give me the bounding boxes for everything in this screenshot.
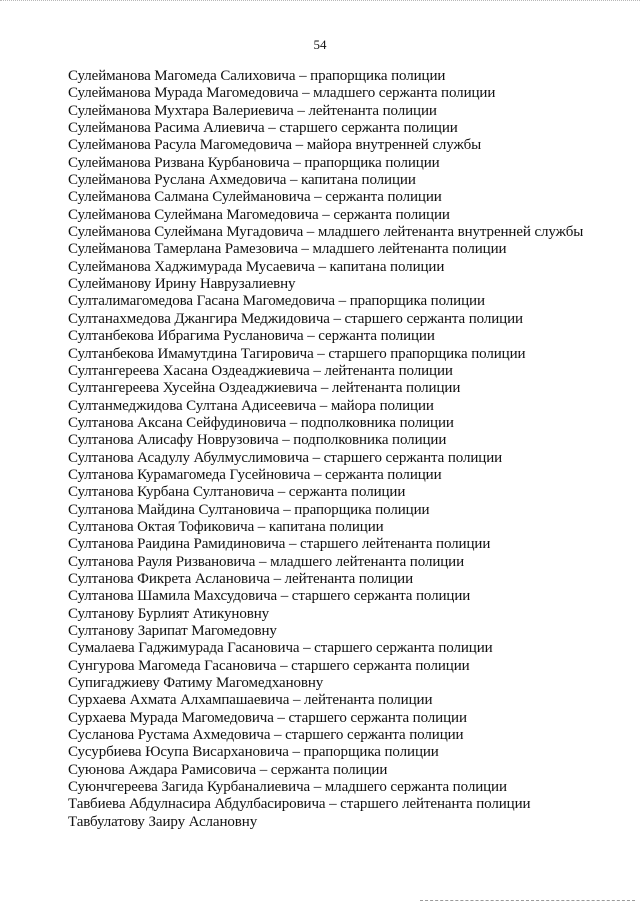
list-item: Суюнова Аждара Рамисовича – сержанта полиции <box>68 761 388 778</box>
list-item: Сурхаева Ахмата Алхампашаевича – лейтенанта полиции <box>68 692 433 709</box>
list-item: Султанову Зарипат Магомедовну <box>68 623 277 639</box>
list-item: Сулейманова Расула Магомедовича – майора внутренней службы <box>68 137 482 154</box>
list-item: Сумалаева Гаджимурада Гасановича – старшего сержанта полиции <box>68 640 493 657</box>
list-item: Султанова Майдина Султановича – прапорщика полиции <box>68 501 430 518</box>
list-item: Султанахмедова Джангира Меджидовича – старшего сержанта полиции <box>68 310 523 327</box>
list-item: Сулейманова Магомеда Салиховича – прапорщика полиции <box>68 68 446 84</box>
list-item: Султангереева Хусейна Оздеаджиевича – лейтенанта полиции <box>68 380 461 397</box>
page-number: 54 <box>313 37 327 52</box>
list-item: Султанбекова Ибрагима Руслановича – сержанта полиции <box>68 328 435 345</box>
list-item: Султанбекова Имамутдина Тагировича – старшего прапорщика полиции <box>68 345 526 362</box>
page-bottom-edge <box>420 900 635 903</box>
list-item: Сурхаева Мурада Магомедовича – старшего сержанта полиции <box>68 709 467 726</box>
list-item: Султанова Рауля Ризвановича – младшего лейтенанта полиции <box>68 553 465 570</box>
list-item: Сулейманова Тамерлана Рамезовича – младшего лейтенанта полиции <box>68 241 507 258</box>
list-item: Тавбиева Абдулнасира Абдулбасировича – старшего лейтенанта полиции <box>68 796 531 813</box>
list-item: Султангереева Хасана Оздеаджиевича – лейтенанта полиции <box>68 362 453 379</box>
list-item: Султанмеджидова Султана Адисеевича – майора полиции <box>68 397 434 414</box>
list-item: Султанова Октая Тофиковича – капитана полиции <box>68 518 384 535</box>
list-item: Султанова Курамагомеда Гусейновича – сержанта полиции <box>68 466 442 483</box>
entry-list <box>68 68 638 831</box>
list-item: Сулейманова Мурада Магомедовича – младшего сержанта полиции <box>68 85 496 102</box>
list-item: Сулейманова Руслана Ахмедовича – капитана полиции <box>68 172 416 189</box>
list-item: Султанова Алисафу Новрузовича – подполковника полиции <box>68 432 447 449</box>
list-item: Сулейманова Сулеймана Мугадовича – младшего лейтенанта внутренней службы <box>68 224 584 241</box>
list-item: Султанова Раидина Рамидиновича – старшего лейтенанта полиции <box>68 536 491 553</box>
list-item: Сусурбиева Юсупа Висархановича – прапорщика полиции <box>68 744 439 761</box>
list-item: Султанову Бурлият Атикуновну <box>68 605 270 622</box>
list-item: Султанова Фикрета Аслановича – лейтенанта полиции <box>68 570 414 587</box>
list-item: Сулейманова Сулеймана Магомедовича – сержанта полиции <box>68 206 450 223</box>
list-item: Султанова Асадулу Абулмуслимовича – старшего сержанта полиции <box>68 449 503 466</box>
list-item: Султанова Аксана Сейфудиновича – подполковника полиции <box>68 414 454 431</box>
page-top-edge <box>0 0 640 4</box>
list-item: Сулейманова Ризвана Курбановича – прапорщика полиции <box>68 154 440 171</box>
list-item: Сулейманова Мухтара Валериевича – лейтенанта полиции <box>68 102 437 119</box>
list-item: Сулейманова Салмана Сулеймановича – сержанта полиции <box>68 189 442 206</box>
list-item: Сулейманова Хаджимурада Мусаевича – капитана полиции <box>68 258 445 275</box>
list-item: Сусланова Рустама Ахмедовича – старшего сержанта полиции <box>68 727 464 744</box>
list-item: Султанова Курбана Султановича – сержанта полиции <box>68 484 406 501</box>
list-item: Султанова Шамила Махсудовича – старшего сержанта полиции <box>68 588 471 605</box>
list-item: Супигаджиеву Фатиму Магомедхановну <box>68 675 324 692</box>
list-item: Султалимагомедова Гасана Магомедовича – прапорщика полиции <box>68 293 485 310</box>
list-item: Сулейманова Расима Алиевича – старшего сержанта полиции <box>68 120 458 137</box>
list-item: Тавбулатову Заиру Аслановну <box>68 813 258 830</box>
list-item: Сулейманову Ирину Наврузалиевну <box>68 276 296 293</box>
list-item: Суюнчгереева Загида Курбаналиевича – младшего сержанта полиции <box>68 779 507 796</box>
list-item: Сунгурова Магомеда Гасановича – старшего сержанта полиции <box>68 657 470 674</box>
